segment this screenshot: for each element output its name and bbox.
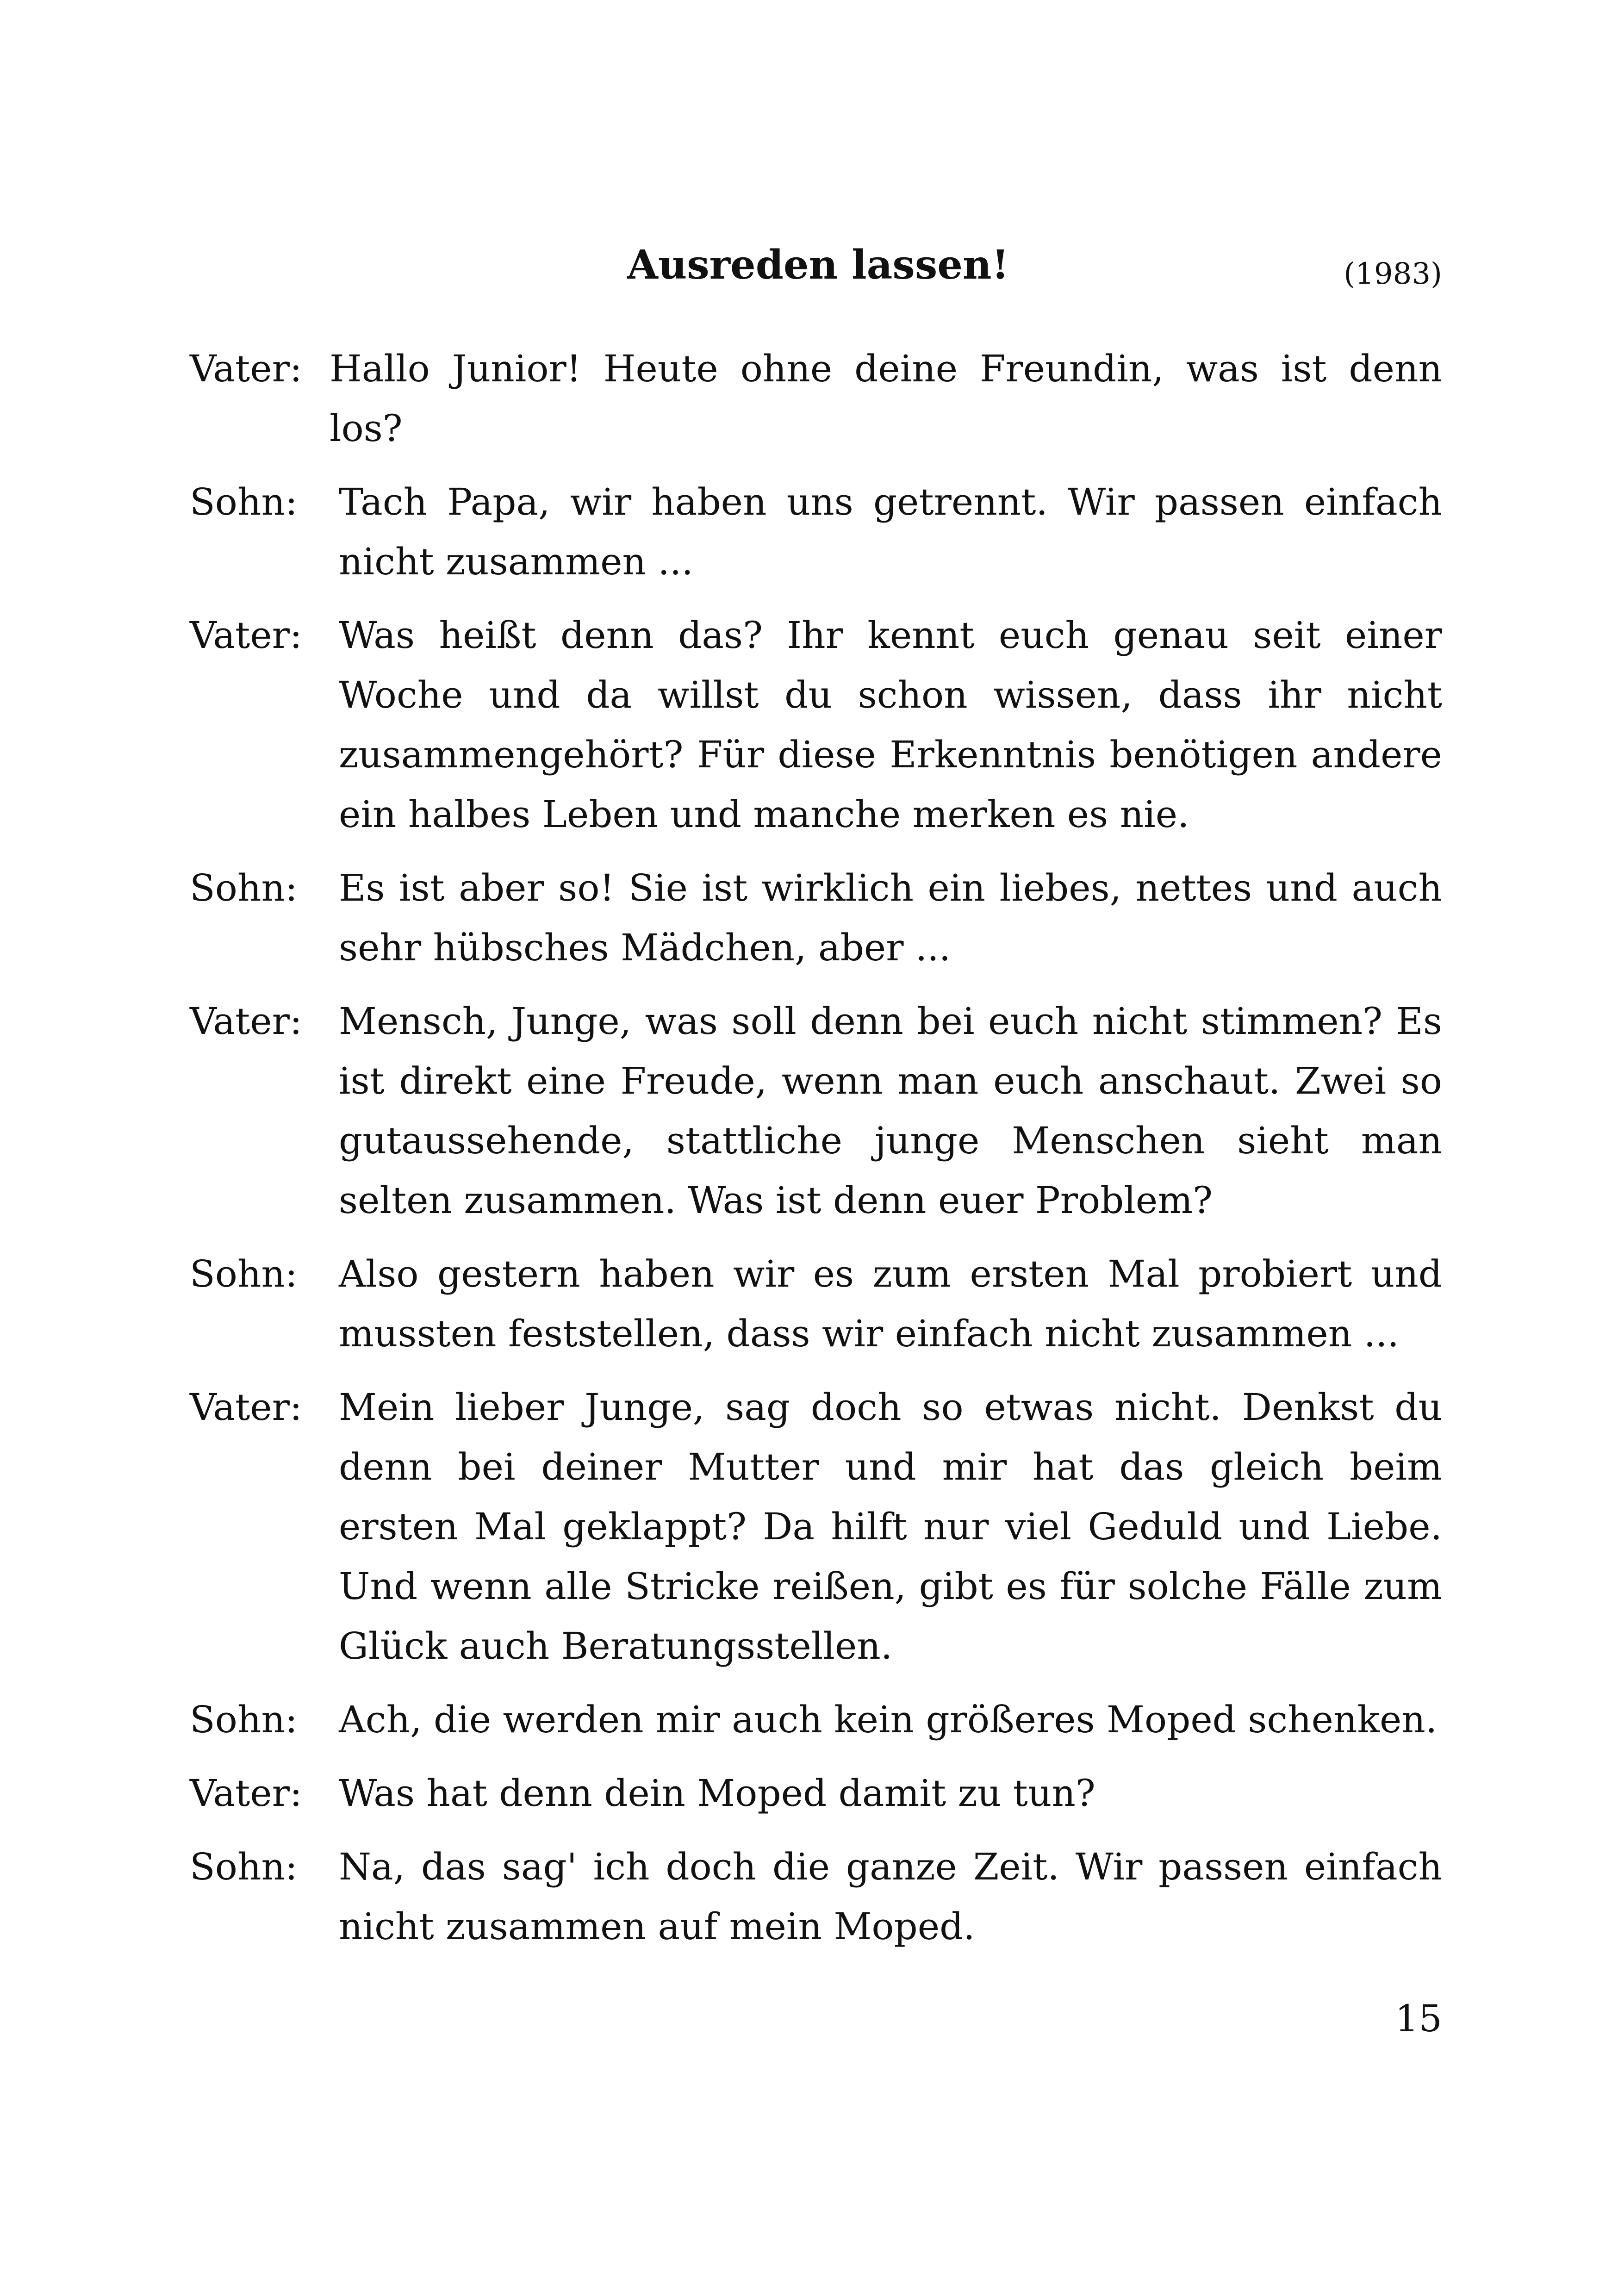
dialogue-line — [190, 1837, 1442, 1956]
dialogue-text: Hallo Junior! Heute ohne deine Freundin, was ist denn los? — [330, 347, 1442, 450]
dialogue-line — [190, 858, 1442, 977]
dialogue-text: Ach, die werden mir auch kein größeres Moped schenken. — [339, 1698, 1438, 1741]
speaker-label: Vater: — [190, 614, 302, 657]
year-label: (1983) — [1344, 257, 1442, 291]
dialogue-text: Tach Papa, wir haben uns getrennt. Wir passen einfach nicht zusammen ... — [339, 480, 1442, 583]
speaker-label: Vater: — [190, 1000, 302, 1043]
speaker-label: Sohn: — [190, 480, 298, 523]
dialogue-text: Es ist aber so! Sie ist wirklich ein liebes, nettes und auch sehr hübsches Mädchen, aber ... — [339, 866, 1442, 969]
dialogue-line — [190, 1690, 1442, 1749]
dialogue-line — [190, 991, 1442, 1230]
speaker-label: Sohn: — [190, 866, 298, 909]
dialogue-line — [190, 472, 1442, 591]
dialogue-text: Na, das sag' ich doch die ganze Zeit. Wir passen einfach nicht zusammen auf mein Moped. — [339, 1845, 1442, 1948]
speaker-label: Sohn: — [190, 1845, 298, 1888]
dialogue-text: Also gestern haben wir es zum ersten Mal probiert und mussten feststellen, dass wir einfach nicht zusammen ... — [339, 1252, 1442, 1355]
page-title: Ausreden lassen! — [627, 242, 1009, 288]
dialogue-line — [190, 339, 1442, 458]
dialogue-text: Mensch, Junge, was soll denn bei euch nicht stimmen? Es ist direkt eine Freude, wenn man euch anschaut. Zwei so gutaussehende, stattliche junge Menschen sieht man selten zusammen. Was ist denn euer Problem? — [339, 1000, 1442, 1222]
speaker-label: Sohn: — [190, 1698, 298, 1741]
dialogue-text: Was heißt denn das? Ihr kennt euch genau seit einer Woche und da willst du schon wissen, dass ihr nicht zusammengehört? Für diese Erkenntnis benötigen andere ein halbes Leben und manche merken es nie. — [339, 614, 1442, 836]
speaker-label: Vater: — [190, 1772, 302, 1815]
dialogue-line — [190, 605, 1442, 844]
speaker-label: Sohn: — [190, 1252, 298, 1295]
dialogue-text: Mein lieber Junge, sag doch so etwas nicht. Denkst du denn bei deiner Mutter und mir hat das gleich beim ersten Mal geklappt? Da hilft nur viel Geduld und Liebe. Und wenn alle Stricke reißen, gibt es für solche Fälle zum Glück auch Beratungsstellen. — [339, 1386, 1442, 1668]
dialogue — [190, 339, 1442, 1970]
speaker-label: Vater: — [190, 1386, 302, 1429]
speaker-label: Vater: — [190, 347, 302, 390]
page-number: 15 — [1395, 1997, 1442, 2040]
dialogue-line — [190, 1377, 1442, 1676]
dialogue-line — [190, 1763, 1442, 1823]
dialogue-text: Was hat denn dein Moped damit zu tun? — [339, 1772, 1095, 1815]
dialogue-line — [190, 1244, 1442, 1363]
